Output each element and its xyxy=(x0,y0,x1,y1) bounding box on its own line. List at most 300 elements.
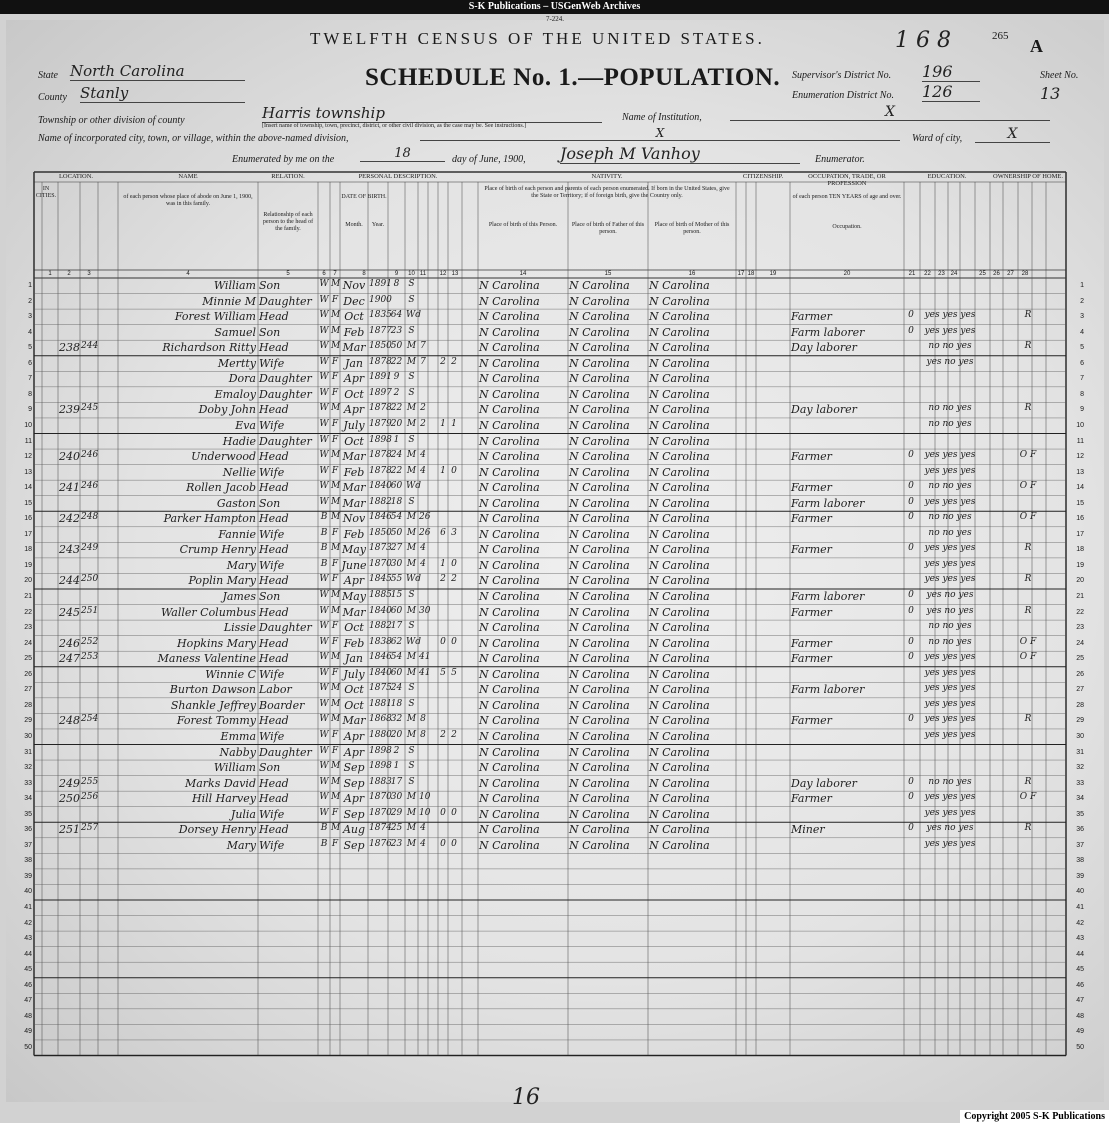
row-number: 10 xyxy=(24,421,32,429)
cell-rel: Son xyxy=(259,325,281,339)
cell-occ: Farmer xyxy=(791,450,832,464)
cell-rel: Head xyxy=(259,543,289,557)
cell-own: O F xyxy=(1019,636,1037,647)
cell-age: 2 xyxy=(393,745,400,756)
enumerated-mid: day of June, 1900, xyxy=(452,154,526,165)
row-number-right: 47 xyxy=(1076,997,1084,1005)
row-number-right: 12 xyxy=(1076,453,1084,461)
cell-pm: N Carolina xyxy=(649,761,710,775)
cell-occ: Farmer xyxy=(791,714,832,728)
cell-age: 32 xyxy=(390,714,403,725)
cell-rel: Son xyxy=(259,590,281,603)
cell-pf: N Carolina xyxy=(569,279,630,292)
cell-mo: Jan xyxy=(344,356,364,370)
row-number-right: 48 xyxy=(1076,1012,1084,1020)
cell-edu: no no yes xyxy=(928,403,972,414)
cell-rel: Head xyxy=(259,512,289,526)
cell-born: 5 xyxy=(440,667,446,678)
cell-col: W xyxy=(319,621,329,632)
cell-pb: N Carolina xyxy=(479,792,540,806)
cell-pm: N Carolina xyxy=(649,667,710,681)
cell-rel: Wife xyxy=(259,729,285,743)
cell-edu: no no yes xyxy=(928,636,972,647)
cell-pm: N Carolina xyxy=(649,387,710,401)
cell-col: W xyxy=(319,434,329,445)
cell-pb: N Carolina xyxy=(479,605,540,619)
cell-name: Maness Valentine xyxy=(157,652,256,666)
cell-pf: N Carolina xyxy=(569,403,630,417)
row-number-right: 49 xyxy=(1076,1028,1084,1036)
cell-age: 30 xyxy=(390,792,403,803)
cell-pf: N Carolina xyxy=(569,450,630,464)
cell-born: 0 xyxy=(440,807,446,818)
cell-col: W xyxy=(319,496,329,507)
row-number: 47 xyxy=(24,997,32,1005)
row-number: 29 xyxy=(24,717,32,725)
cell-mar: Wd xyxy=(406,310,422,321)
row-number: 46 xyxy=(24,981,32,989)
township-note: [Insert name of township, town, precinct, district, or other civil division, as the case may be. See instructions.] xyxy=(262,123,527,129)
cell-sex: M xyxy=(331,698,341,709)
cell-pb: N Carolina xyxy=(479,527,540,541)
cell-name: Dorsey Henry xyxy=(178,823,256,837)
cell-name: William xyxy=(213,279,256,292)
cell-sex: M xyxy=(331,496,341,507)
cell-col: W xyxy=(319,450,329,461)
cell-col: W xyxy=(319,481,329,492)
cell-mar: S xyxy=(408,372,415,383)
row-number: 20 xyxy=(24,577,32,585)
row-number-right: 15 xyxy=(1076,499,1084,507)
cell-edu: yes yes yes xyxy=(924,310,976,321)
column-heading: DATE OF BIRTH. xyxy=(341,194,387,200)
cell-pb: N Carolina xyxy=(479,838,540,852)
cell-pm: N Carolina xyxy=(649,636,710,650)
cell-mo: Feb xyxy=(343,527,365,541)
cell-yr: 1878 xyxy=(369,465,392,476)
cell-col: W xyxy=(319,574,329,585)
row-number-right: 40 xyxy=(1076,888,1084,896)
cell-edu: no no yes xyxy=(928,341,972,352)
archive-banner: S-K Publications – USGenWeb Archives xyxy=(0,0,1109,14)
cell-mo: Apr xyxy=(343,372,365,386)
cell-pf: N Carolina xyxy=(569,465,630,479)
cell-yr: 1845 xyxy=(369,574,392,585)
row-number-right: 50 xyxy=(1076,1043,1084,1051)
cell-yr: 1875 xyxy=(369,683,392,694)
column-heading: Month. xyxy=(345,222,363,228)
cell-edu: yes no yes xyxy=(926,590,974,600)
row-number-right: 23 xyxy=(1076,624,1084,632)
cell-pm: N Carolina xyxy=(649,310,710,324)
cell-own: O F xyxy=(1019,512,1037,523)
row-number: 18 xyxy=(24,546,32,554)
cell-pm: N Carolina xyxy=(649,792,710,806)
cell-pm: N Carolina xyxy=(649,621,710,635)
row-number: 26 xyxy=(24,670,32,678)
cell-pf: N Carolina xyxy=(569,745,630,759)
cell-sex: M xyxy=(331,590,341,600)
column-number: 2 xyxy=(67,271,71,277)
cell-sex: F xyxy=(331,729,339,740)
cell-pf: N Carolina xyxy=(569,481,630,495)
column-heading: Occupation. xyxy=(832,224,862,230)
enumerator-label: Enumerator. xyxy=(815,154,865,165)
row-number-right: 24 xyxy=(1076,639,1084,647)
cell-rel: Daughter xyxy=(259,372,312,386)
cell-liv: 2 xyxy=(451,356,457,367)
cell-yr: 1897 xyxy=(369,387,392,398)
cell-mo: Mar xyxy=(342,714,366,728)
cell-mar: M xyxy=(406,543,417,554)
cell-pb: N Carolina xyxy=(479,310,540,324)
cell-age: 9 xyxy=(393,372,400,383)
column-group-heading: LOCATION. xyxy=(58,173,94,180)
row-number: 14 xyxy=(24,484,32,492)
cell-age: 8 xyxy=(393,279,400,289)
column-number: 28 xyxy=(1021,271,1029,277)
cell-pf: N Carolina xyxy=(569,621,630,635)
cell-edu: yes yes yes xyxy=(924,683,976,694)
cell-edu: yes yes yes xyxy=(924,667,976,678)
cell-mo: Oct xyxy=(344,698,364,712)
cell-rel: Wife xyxy=(259,558,285,572)
cell-yr: 1891 xyxy=(369,279,392,289)
cell-age: 55 xyxy=(390,574,403,585)
cell-liv: 0 xyxy=(451,636,457,647)
cell-sex: F xyxy=(331,745,339,756)
cell-mar: Wd xyxy=(406,636,422,647)
cell-yr: 1881 xyxy=(369,698,392,709)
cell-pb: N Carolina xyxy=(479,325,540,339)
cell-age: 60 xyxy=(390,667,403,678)
cell-edu: yes no yes xyxy=(926,356,974,367)
cell-pf: N Carolina xyxy=(569,341,630,355)
cell-edu: no no yes xyxy=(928,418,972,429)
cell-fam: 246 xyxy=(81,450,99,461)
row-number-right: 13 xyxy=(1076,468,1084,476)
cell-edu: yes yes yes xyxy=(924,652,976,663)
row-number: 17 xyxy=(24,530,32,538)
cell-yr: 1898 xyxy=(369,761,392,772)
cell-name: Poplin Mary xyxy=(188,574,256,588)
row-number: 43 xyxy=(24,935,32,943)
row-number: 40 xyxy=(24,888,32,896)
cell-pb: N Carolina xyxy=(479,667,540,681)
cell-col: W xyxy=(319,325,329,336)
cell-pf: N Carolina xyxy=(569,527,630,541)
cell-name: Minnie M xyxy=(202,294,256,308)
cell-yrs: 8 xyxy=(420,714,426,725)
cell-col: B xyxy=(320,823,328,834)
cell-own: R xyxy=(1024,823,1032,834)
cell-pm: N Carolina xyxy=(649,325,710,339)
row-number: 35 xyxy=(24,810,32,818)
row-number-right: 38 xyxy=(1076,857,1084,865)
cell-yrs: 7 xyxy=(420,356,426,367)
cell-pf: N Carolina xyxy=(569,387,630,401)
cell-pm: N Carolina xyxy=(649,527,710,541)
row-number: 48 xyxy=(24,1012,32,1020)
cell-pf: N Carolina xyxy=(569,325,630,339)
cell-mo_emp: 0 xyxy=(908,543,914,554)
cell-rel: Son xyxy=(259,496,281,510)
row-number-right: 20 xyxy=(1076,577,1084,585)
cell-mo_emp: 0 xyxy=(908,792,914,803)
cell-mo: Oct xyxy=(344,310,364,324)
cell-col: W xyxy=(319,729,329,740)
row-number-right: 28 xyxy=(1076,701,1084,709)
cell-occ: Farm laborer xyxy=(791,590,865,603)
cell-col: W xyxy=(319,652,329,663)
cell-sex: M xyxy=(331,450,341,461)
cell-sex: M xyxy=(331,403,341,414)
cell-mar: S xyxy=(408,294,415,305)
cell-fam: 255 xyxy=(81,776,99,787)
column-number: 18 xyxy=(747,271,755,277)
cell-pb: N Carolina xyxy=(479,512,540,526)
cell-name: Eva xyxy=(235,418,256,432)
row-number: 23 xyxy=(24,624,32,632)
cell-name: Hopkins Mary xyxy=(177,636,256,650)
cell-pf: N Carolina xyxy=(569,776,630,790)
cell-col: W xyxy=(319,776,329,787)
cell-mo: Feb xyxy=(343,465,365,479)
cell-age: 17 xyxy=(390,621,403,632)
cell-sex: F xyxy=(331,356,339,367)
row-number-right: 5 xyxy=(1080,344,1084,352)
cell-rel: Wife xyxy=(259,807,285,821)
row-number-right: 44 xyxy=(1076,950,1084,958)
cell-liv: 2 xyxy=(451,574,457,585)
cell-age: 29 xyxy=(390,807,403,818)
cell-name: Underwood xyxy=(191,450,256,464)
cell-edu: yes yes yes xyxy=(924,714,976,725)
cell-pb: N Carolina xyxy=(479,372,540,386)
cell-edu: yes yes yes xyxy=(924,558,976,569)
cell-edu: yes yes yes xyxy=(924,792,976,803)
row-number-right: 10 xyxy=(1076,421,1084,429)
cell-pm: N Carolina xyxy=(649,683,710,697)
cell-yrs: 4 xyxy=(420,558,426,569)
cell-dw: 238 xyxy=(59,341,80,355)
row-number-right: 4 xyxy=(1080,328,1084,336)
cell-col: W xyxy=(319,714,329,725)
cell-pb: N Carolina xyxy=(479,341,540,355)
cell-sex: M xyxy=(331,310,341,321)
cell-fam: 244 xyxy=(81,341,99,352)
row-number-right: 9 xyxy=(1080,406,1084,414)
column-number: 24 xyxy=(950,271,958,277)
cell-sex: M xyxy=(331,543,341,554)
cell-yrs: 4 xyxy=(420,465,426,476)
cell-pm: N Carolina xyxy=(649,558,710,572)
cell-pf: N Carolina xyxy=(569,543,630,557)
cell-age: 50 xyxy=(390,341,403,352)
cell-dw: 242 xyxy=(59,512,80,526)
cell-mo: Mar xyxy=(342,481,366,495)
cell-occ: Farm laborer xyxy=(791,683,865,697)
column-group-heading: EDUCATION. xyxy=(927,173,967,180)
cell-name: Samuel xyxy=(214,325,256,339)
cell-mar: M xyxy=(406,418,417,429)
cell-rel: Daughter xyxy=(259,621,312,635)
column-number: 7 xyxy=(333,271,337,277)
cell-pf: N Carolina xyxy=(569,434,630,448)
row-number-right: 14 xyxy=(1076,484,1084,492)
cell-mar: M xyxy=(406,838,417,849)
cell-mo: Apr xyxy=(343,403,365,417)
cell-age: 60 xyxy=(390,481,403,492)
row-number: 24 xyxy=(24,639,32,647)
cell-own: R xyxy=(1024,714,1032,725)
cell-mar: S xyxy=(408,325,415,336)
cell-name: Fannie xyxy=(218,527,256,541)
cell-mo: Oct xyxy=(344,621,364,635)
cell-sex: F xyxy=(331,372,339,383)
cell-pm: N Carolina xyxy=(649,729,710,743)
cell-mo_emp: 0 xyxy=(908,325,914,336)
cell-rel: Son xyxy=(259,761,281,775)
cell-edu: no no yes xyxy=(928,621,972,632)
township-value: Harris township xyxy=(262,104,602,123)
cell-mar: S xyxy=(408,683,415,694)
cell-age: 18 xyxy=(390,496,403,507)
cell-born: 1 xyxy=(440,418,446,429)
row-number: 8 xyxy=(28,390,32,398)
cell-liv: 0 xyxy=(451,558,457,569)
city-value: X xyxy=(420,126,900,141)
cell-pb: N Carolina xyxy=(479,496,540,510)
cell-yr: 1840 xyxy=(369,481,392,492)
cell-edu: no no yes xyxy=(928,481,972,492)
row-number-right: 46 xyxy=(1076,981,1084,989)
cell-sex: M xyxy=(331,325,341,336)
cell-rel: Labor xyxy=(259,683,292,697)
cell-pb: N Carolina xyxy=(479,279,540,292)
cell-col: B xyxy=(320,512,328,523)
cell-yr: 1850 xyxy=(369,341,392,352)
cell-rel: Head xyxy=(259,823,289,837)
row-number-right: 19 xyxy=(1076,561,1084,569)
cell-age: 18 xyxy=(390,698,403,709)
column-number: 20 xyxy=(843,271,851,277)
cell-mar: S xyxy=(408,279,415,289)
cell-pb: N Carolina xyxy=(479,294,540,308)
cell-name: Hadie xyxy=(222,434,256,448)
cell-mo_emp: 0 xyxy=(908,636,914,647)
cell-pb: N Carolina xyxy=(479,450,540,464)
cell-mar: M xyxy=(406,807,417,818)
cell-yr: 1840 xyxy=(369,667,392,678)
cell-pb: N Carolina xyxy=(479,761,540,775)
column-number: 3 xyxy=(87,271,91,277)
cell-born: 0 xyxy=(440,838,446,849)
cell-pb: N Carolina xyxy=(479,729,540,743)
column-group-heading: OCCUPATION, TRADE, OR PROFESSION xyxy=(808,173,886,187)
cell-name: Forest William xyxy=(174,310,256,324)
row-number-right: 22 xyxy=(1076,608,1084,616)
row-number-right: 1 xyxy=(1080,282,1084,289)
cell-yr: 1880 xyxy=(369,729,392,740)
cell-mar: S xyxy=(408,590,415,600)
cell-sex: M xyxy=(331,341,341,352)
cell-fam: 256 xyxy=(81,792,99,803)
cell-occ: Farmer xyxy=(791,652,832,666)
cell-pm: N Carolina xyxy=(649,279,710,292)
cell-pf: N Carolina xyxy=(569,356,630,370)
cell-col: W xyxy=(319,667,329,678)
cell-mo: Feb xyxy=(343,325,365,339)
cell-col: W xyxy=(319,590,329,600)
cell-born: 2 xyxy=(440,356,446,367)
cell-pb: N Carolina xyxy=(479,683,540,697)
cell-rel: Head xyxy=(259,450,289,464)
cell-liv: 2 xyxy=(451,729,457,740)
cell-dw: 247 xyxy=(59,652,80,666)
row-number-right: 39 xyxy=(1076,872,1084,880)
cell-mo_emp: 0 xyxy=(908,652,914,663)
cell-pm: N Carolina xyxy=(649,496,710,510)
cell-mar: S xyxy=(408,698,415,709)
cell-col: B xyxy=(320,558,328,569)
cell-mo: Mar xyxy=(342,496,366,510)
column-heading: Relationship of each person to the head of the family. xyxy=(262,212,314,232)
cell-mo_emp: 0 xyxy=(908,496,914,507)
cell-pm: N Carolina xyxy=(649,590,710,603)
cell-yr: 1878 xyxy=(369,450,392,461)
county-value: Stanly xyxy=(80,84,245,103)
cell-pb: N Carolina xyxy=(479,698,540,712)
cell-age: 54 xyxy=(390,512,403,523)
cell-own: R xyxy=(1024,574,1032,585)
cell-mar: M xyxy=(406,356,417,367)
column-number: 6 xyxy=(322,271,326,277)
cell-sex: M xyxy=(331,761,341,772)
cell-sex: F xyxy=(331,807,339,818)
cell-edu: yes yes yes xyxy=(924,465,976,476)
cell-own: R xyxy=(1024,310,1032,321)
cell-pm: N Carolina xyxy=(649,356,710,370)
cell-col: W xyxy=(319,792,329,803)
cell-mar: M xyxy=(406,527,417,538)
cell-pm: N Carolina xyxy=(649,605,710,619)
cell-pb: N Carolina xyxy=(479,387,540,401)
row-number: 25 xyxy=(24,655,32,663)
cell-rel: Boarder xyxy=(259,698,305,712)
cell-own: R xyxy=(1024,543,1032,554)
cell-pb: N Carolina xyxy=(479,745,540,759)
cell-col: W xyxy=(319,310,329,321)
cell-born: 1 xyxy=(440,558,446,569)
cell-age: 20 xyxy=(390,418,403,429)
row-number-right: 36 xyxy=(1076,826,1084,834)
enumeration-label: Enumeration District No. xyxy=(792,90,894,101)
cell-mo: Mar xyxy=(342,341,366,355)
row-number-right: 29 xyxy=(1076,717,1084,725)
row-number: 42 xyxy=(24,919,32,927)
cell-rel: Head xyxy=(259,636,289,650)
state-label: State xyxy=(38,70,58,81)
column-heading: Place of birth of each person and parents of each person enumerated. If born in the United States, give the State or Territory; if of foreign birth, give the Country only. xyxy=(484,186,730,199)
cell-mo_emp: 0 xyxy=(908,714,914,725)
cell-col: W xyxy=(319,279,329,289)
cell-dw: 249 xyxy=(59,776,80,790)
cell-occ: Farm laborer xyxy=(791,325,865,339)
cell-rel: Daughter xyxy=(259,434,312,448)
row-number: 3 xyxy=(28,313,32,321)
cell-sex: F xyxy=(331,621,339,632)
